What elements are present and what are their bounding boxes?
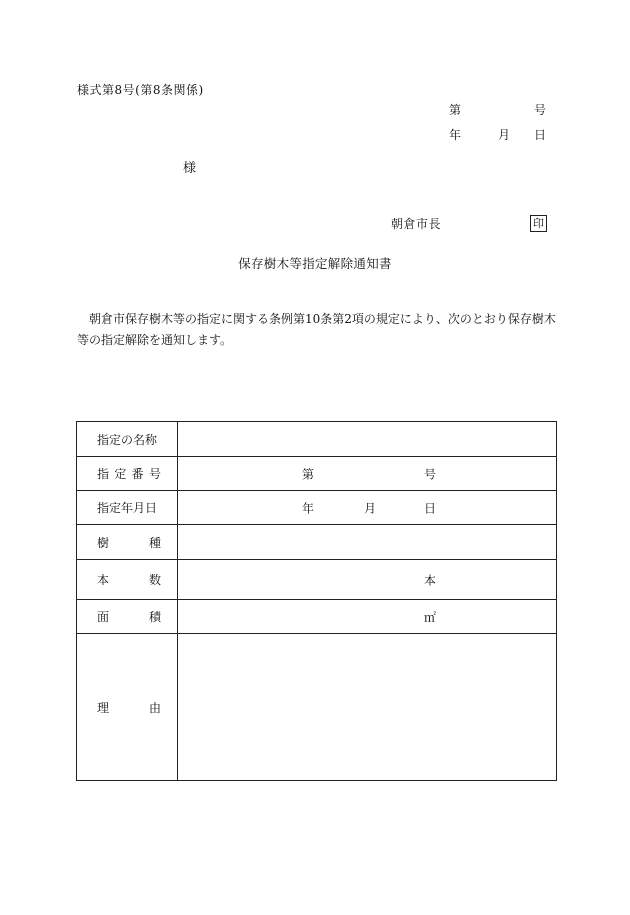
number-prefix: 第 [302, 467, 315, 481]
table-row-number [77, 457, 557, 491]
area-label: 面 積 [77, 600, 178, 634]
count-value [178, 560, 557, 600]
number-label: 指 定 番 号 [77, 457, 178, 491]
issue-date-year: 年 [449, 128, 462, 142]
date-year: 年 [302, 501, 315, 515]
name-value [178, 422, 557, 457]
seal-stamp: 印 [530, 215, 547, 232]
date-day: 日 [424, 501, 437, 515]
number-value [178, 457, 557, 491]
issue-date-day: 日 [534, 128, 547, 142]
table-row-name [77, 422, 557, 457]
body-paragraph: 朝倉市保存樹木等の指定に関する条例第10条第2項の規定により、次のとおり保存樹木等の指定解除を通知します。 [77, 312, 556, 347]
table-row-species [77, 525, 557, 560]
table-row-reason [77, 634, 557, 781]
form-number: 様式第8号(第8条関係) [77, 83, 204, 97]
addressee-honorific: 様 [183, 161, 197, 176]
reason-value [178, 634, 557, 781]
issuer-name: 朝倉市長 [391, 217, 442, 231]
issue-date-month: 月 [498, 128, 511, 142]
table-row-date [77, 491, 557, 525]
date-value [178, 491, 557, 525]
table-row-area [77, 600, 557, 634]
species-value [178, 525, 557, 560]
date-month: 月 [364, 501, 377, 515]
details-table [76, 421, 557, 781]
document-title: 保存樹木等指定解除通知書 [238, 256, 392, 271]
reason-label: 理 由 [77, 634, 178, 781]
document-number-suffix: 号 [534, 103, 547, 117]
area-unit: ㎡ [424, 610, 437, 624]
count-label: 本 数 [77, 560, 178, 600]
date-label: 指定年月日 [77, 491, 178, 525]
number-suffix: 号 [424, 467, 437, 481]
count-unit: 本 [424, 573, 437, 587]
table-row-count [77, 560, 557, 600]
species-label: 樹 種 [77, 525, 178, 560]
area-value [178, 600, 557, 634]
name-label: 指定の名称 [77, 422, 178, 457]
document-number-prefix: 第 [449, 103, 462, 117]
